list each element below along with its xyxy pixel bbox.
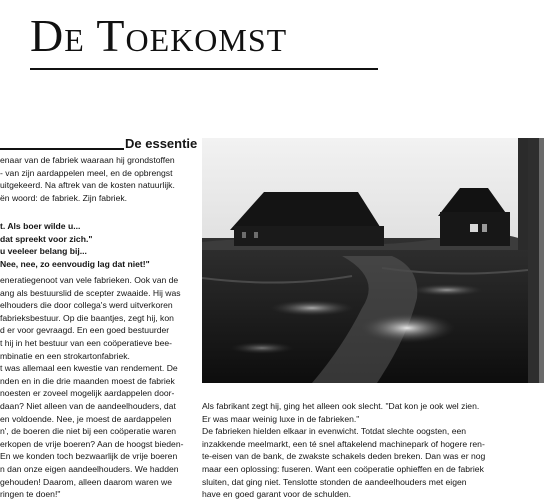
- text-line: en voldoende. Nee, je moest de aardappelen: [0, 413, 172, 424]
- text-line: n dan onze eigen aandeelhouders. We hadden: [0, 463, 179, 474]
- quote-block: [0, 220, 196, 270]
- section-divider: [0, 148, 124, 150]
- body-paragraph: [0, 274, 196, 501]
- text-line: enaar van de fabriek waaraan hij grondstoffen: [0, 155, 175, 165]
- text-line: ringen te doen!": [0, 489, 61, 500]
- text-line: sluiten, dat ging niet. Tenslotte stonden de aandeelhouders met eigen: [202, 476, 467, 487]
- text-line: noesten er zoveel mogelijk aardappelen door-: [0, 388, 175, 399]
- caption-paragraph: [202, 400, 542, 501]
- text-line: Er was maar weinig luxe in de fabrieken.": [202, 413, 360, 424]
- quote-line: dat spreekt voor zich.": [0, 233, 93, 244]
- text-line: ën woord: de fabriek. Zijn fabriek.: [0, 192, 128, 203]
- text-line: - van zijn aardappelen meel, en de opbrengst: [0, 167, 173, 178]
- text-line: En we konden toch bezwaarlijk de vrije boeren: [0, 451, 178, 462]
- text-line: n', de boeren die niet bij een coöperatie waren: [0, 426, 177, 437]
- factory-photo-graphic: [202, 138, 528, 383]
- text-line: eneratiegenoot van vele fabrieken. Ook van de: [0, 275, 179, 285]
- text-line: uitgekeerd. Na aftrek van de kosten natuurlijk.: [0, 180, 175, 191]
- text-line: te-eisen van de bank, de zwakste schakels deden breken. Dan was er nog: [202, 451, 486, 462]
- text-line: have en goed garant voor de schulden.: [202, 489, 352, 500]
- quote-line: u veeleer belang bij...: [0, 246, 87, 257]
- factory-photo: [202, 138, 528, 383]
- text-line: d er voor gevraagd. En een goed bestuurder: [0, 325, 170, 336]
- text-line: ang als bestuurslid de scepter zwaaide. Hij was: [0, 287, 181, 298]
- adjacent-photo-edge-light: [539, 138, 544, 383]
- text-line: Als fabrikant zegt hij, ging het alleen ook slecht. "Dat kon je ook wel zien.: [202, 401, 480, 411]
- intro-paragraph: [0, 154, 196, 204]
- text-line: nden en in die drie maanden moest de fabriek: [0, 375, 175, 386]
- text-line: daan? Niet alleen van de aandeelhouders, dat: [0, 400, 176, 411]
- text-line: t was allemaal een kwestie van rendement. De: [0, 363, 178, 374]
- title-divider: [30, 68, 378, 70]
- text-line: De fabrieken hielden elkaar in evenwicht. Totdat slechte oogsten, een: [202, 426, 467, 437]
- text-line: t hij in het bestuur van een coöperatieve bee-: [0, 337, 172, 348]
- text-line: fabrieksbestuur. Op die baantjes, zegt hij, kon: [0, 312, 174, 323]
- text-line: inzakkende meelmarkt, een té snel aftakelend machinepark of hogere ren-: [202, 438, 485, 449]
- section-heading: De essentie: [125, 136, 198, 151]
- quote-line: Nee, nee, zo eenvoudig lag dat niet!": [0, 258, 150, 269]
- text-line: gehouden! Daarom, alleen daarom waren we: [0, 476, 172, 487]
- text-line: elhouders die door collega's werd uitverkoren: [0, 300, 173, 311]
- text-line: mbinatie en een strokartonfabriek.: [0, 350, 130, 361]
- text-line: erkopen de vrije boeren? Aan de hoogst bieden-: [0, 438, 184, 449]
- quote-line: t. Als boer wilde u...: [0, 221, 81, 231]
- page-title: De Toekomst: [30, 10, 288, 61]
- text-line: maar een oplossing: fuseren. Want een coöperatie ophieffen en de fabriek: [202, 463, 484, 474]
